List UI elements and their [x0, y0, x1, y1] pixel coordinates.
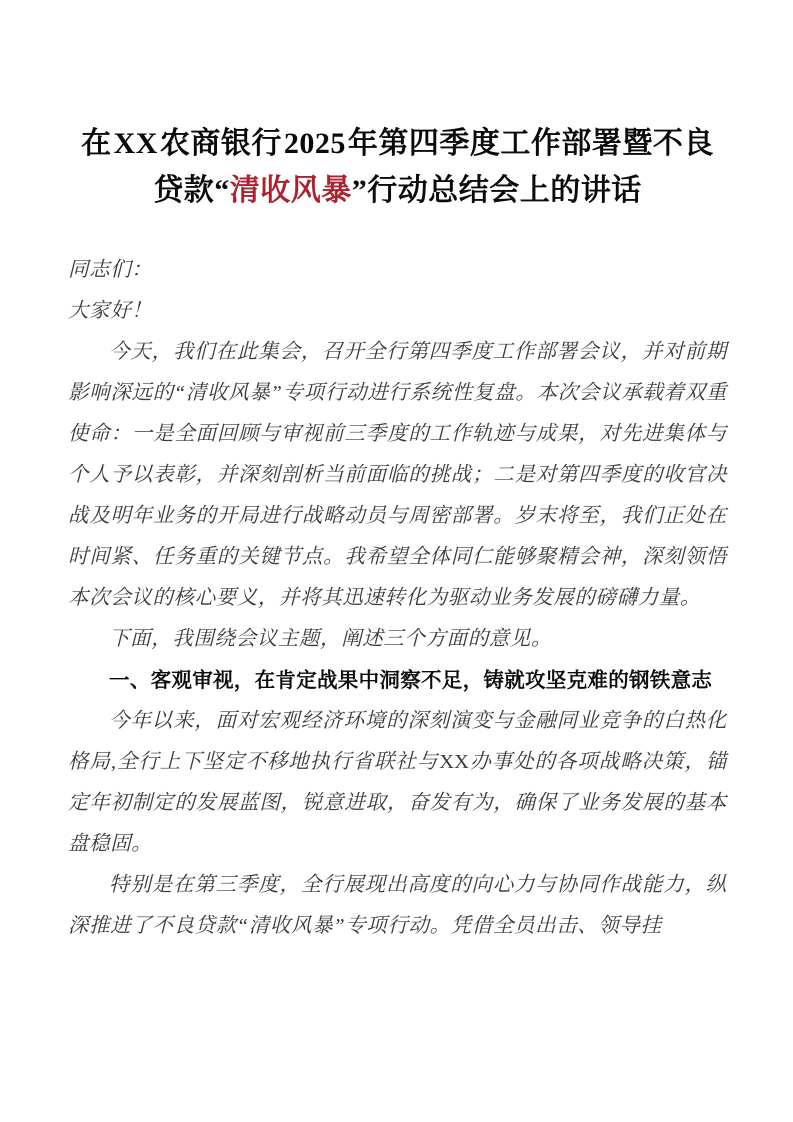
title-quote-open: “ — [214, 174, 230, 207]
page-content-column — [68, 0, 727, 947]
title-line2-before: 款 — [183, 174, 215, 207]
paragraph-latin-xx: XX — [439, 751, 469, 773]
body-block — [68, 214, 727, 947]
paragraph-opening-remarks: 今天，我们在此集会，召开全行第四季度工作部署会议，并对前期影响深远的“清收风暴”专项行动进行系统性复盘。本次会议承载着双重使命：一是全面回顾与审视前三季度的工作轨迹与成果，对先进集体与个人予以表彰，并深刻剖析当前面临的挑战；二是对第四季度的收官决战及明年业务的开局进行战略动员与周密部署。岁末将至，我们正处在时间紧、任务重的关键节点。我希望全体同仁能够聚精会神，深刻领悟本次会议的核心要义，并将其迅速转化为驱动业务发展的磅礴力量。 — [68, 341, 727, 609]
paragraph-year-review — [68, 701, 727, 865]
title-latin-xx: XX — [113, 127, 158, 160]
title-segment-mid: 农商银行 — [159, 127, 282, 160]
title-year: 2025 — [283, 127, 346, 160]
title-segment-after: 年第四季度工作部署暨不良贷 — [153, 127, 714, 207]
section-heading-one: 一、客观审视，在肯定战果中洞察不足，铸就攻坚克难的钢铁意志 — [109, 669, 713, 692]
document-title — [68, 0, 727, 214]
title-quote-close: ” — [351, 174, 368, 207]
paragraph-outline-intro: 下面，我围绕会议主题，阐述三个方面的意见。 — [109, 628, 553, 650]
greeting-line: 大家好！ — [68, 300, 153, 322]
title-line2-after: 行动总结会上的讲话 — [367, 174, 642, 207]
paragraph-year-review-part-a: 今年以来，面对宏观经济环境的深刻演变与金融同业竞争的白热化格局,全行上下坚定不移地执行省联社与 — [68, 710, 727, 773]
paragraph-year-review-part-b: 办事处的各项战略决策，锚定年初制定的发展蓝图，锐意进取，奋发有为，确保了业务发展的基本盘稳固。 — [68, 751, 727, 855]
paragraph-q3-campaign: 特别是在第三季度，全行展现出高度的向心力与协同作战能力，纵深推进了不良贷款“清收风暴”专项行动。凭借全员出击、领导挂 — [68, 874, 727, 937]
title-segment-before: 在 — [81, 127, 112, 160]
salutation-line: 同志们： — [68, 259, 153, 281]
title-accent-phrase: 清收风暴 — [229, 174, 352, 207]
